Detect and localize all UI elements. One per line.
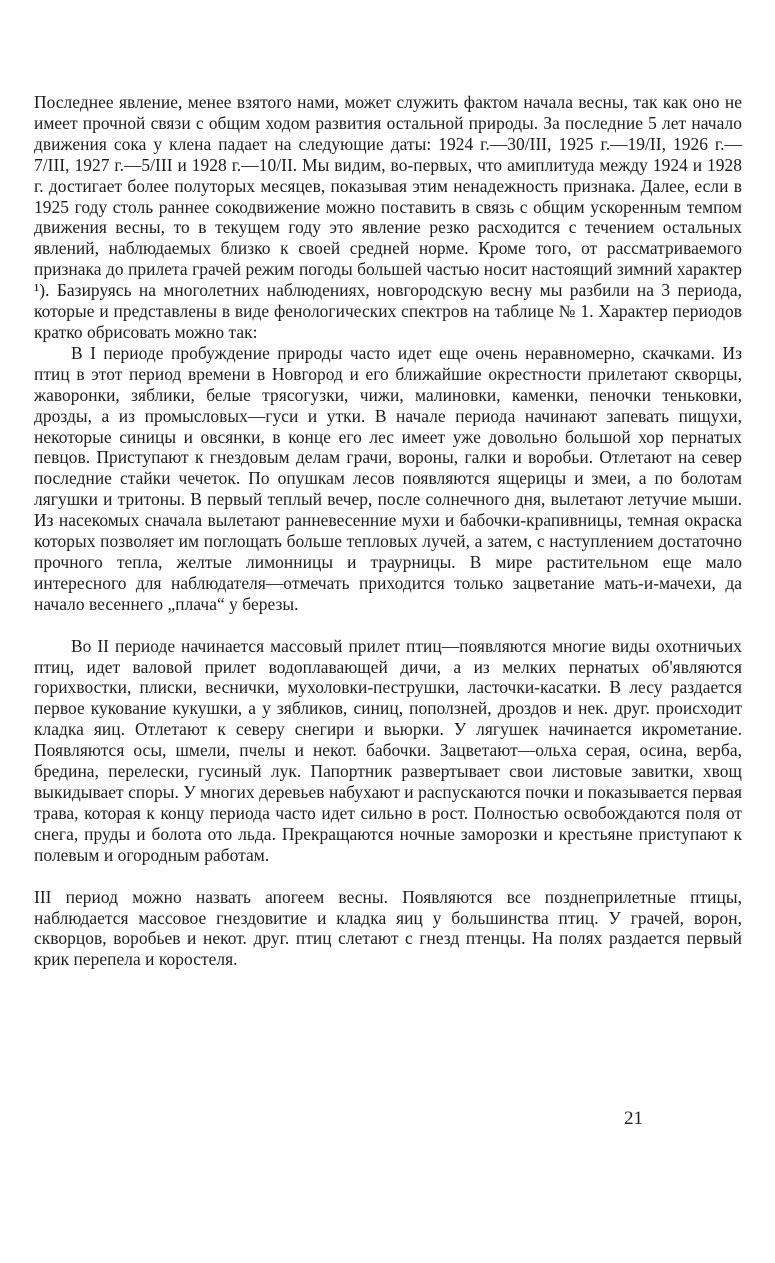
paragraph-period-2: Во II периоде начинается массовый прилет птиц—появляются многие виды охотничьих птиц, идет валовой прилет водоплавающей дичи, а из мелких пернатых об'являются горихвостки, плиски, веснички, мухоловки-пеструшки, ласточки-касатки. В лесу раздается первое кукование кукушки, а у зябликов, синиц, поползней, дроздов и нек. друг. происходит кладка яиц. Отлетают к северу снегири и вьюрки. У лягушек начинается икрометание. Появляются осы, шмели, пчелы и некот. бабочки. Зацветают—ольха серая, осина, верба, бредина, перелески, гусиный лук. Папортник развертывает свои листовые завитки, хвощ выкидывает споры. У многих деревьев набухают и распускаются почки и показывается первая трава, которая к концу периода часто идет сильно в рост. Полностью освобождаются поля от снега, пруды и болота ото льда. Прекращаются ночные заморозки и крестьяне приступают к полевым и огородным работам. [34, 635, 742, 865]
page-number: 21 [624, 1108, 643, 1129]
paragraph-period-3: III период можно назвать апогеем весны. Появляются все позднеприлетные птицы, наблюдается массовое гнездовитие и кладка яиц у большинства птиц. У грачей, ворон, скворцов, воробьев и некот. друг. птиц слетают с гнезд птенцы. На полях раздается первый крик перепела и коростеля. [34, 886, 742, 970]
paragraph-period-1: В I периоде пробуждение природы часто идет еще очень неравномерно, скачками. Из птиц в этот период времени в Новгород и его ближайшие окрестности прилетают скворцы, жаворонки, зяблики, белые трясогузки, чижи, малиновки, каменки, пеночки теньковки, дрозды, а из промысловых—гуси и утки. В начале периода начинают запевать пищухи, некоторые синицы и овсянки, в конце его лес имеет уже довольно большой хор пернатых певцов. Приступают к гнездовым делам грачи, вороны, галки и воробьи. Отлетают на север последние стайки чечеток. По опушкам лесов появляются ящерицы и змеи, а по болотам лягушки и тритоны. В первый теплый вечер, после солнечного дня, вылетают летучие мыши. Из насекомых сначала вылетают ранневесенние мухи и бабочки-крапивницы, темная окраска которых позволяет им поглощать больше тепловых лучей, а затем, с наступлением достаточно прочного тепла, желтые лимонницы и траурницы. В мире растительном еще мало интересного для наблюдателя—отмечать приходится только зацветание мать-и-мачехи, да начало весеннего „плача“ у березы. [34, 342, 742, 614]
page-body [34, 92, 742, 970]
paragraph-intro: Последнее явление, менее взятого нами, может служить фактом начала весны, так как оно не имеет прочной связи с общим ходом развития остальной природы. За последние 5 лет начало движения сока у клена падает на следующие даты: 1924 г.—30/III, 1925 г.—19/II, 1926 г.—7/III, 1927 г.—5/III и 1928 г.—10/II. Мы видим, во-первых, что амиплитуда между 1924 и 1928 г. достигает более полуторых месяцев, показывая этим ненадежность признака. Далее, если в 1925 году столь раннее сокодвижение можно поставить в связь с общим ускоренным темпом движения весны, то в текущем году это явление резко расходится с течением остальных явлений, наблюдаемых близко к своей средней норме. Кроме того, от рассматриваемого признака до прилета грачей режим погоды большей частью носит настоящий зимний характер ¹). Базируясь на многолетних наблюдениях, новгородскую весну мы разбили на 3 периода, которые и представлены в виде фенологических спектров на таблице № 1. Характер периодов кратко обрисовать можно так: [34, 92, 742, 342]
